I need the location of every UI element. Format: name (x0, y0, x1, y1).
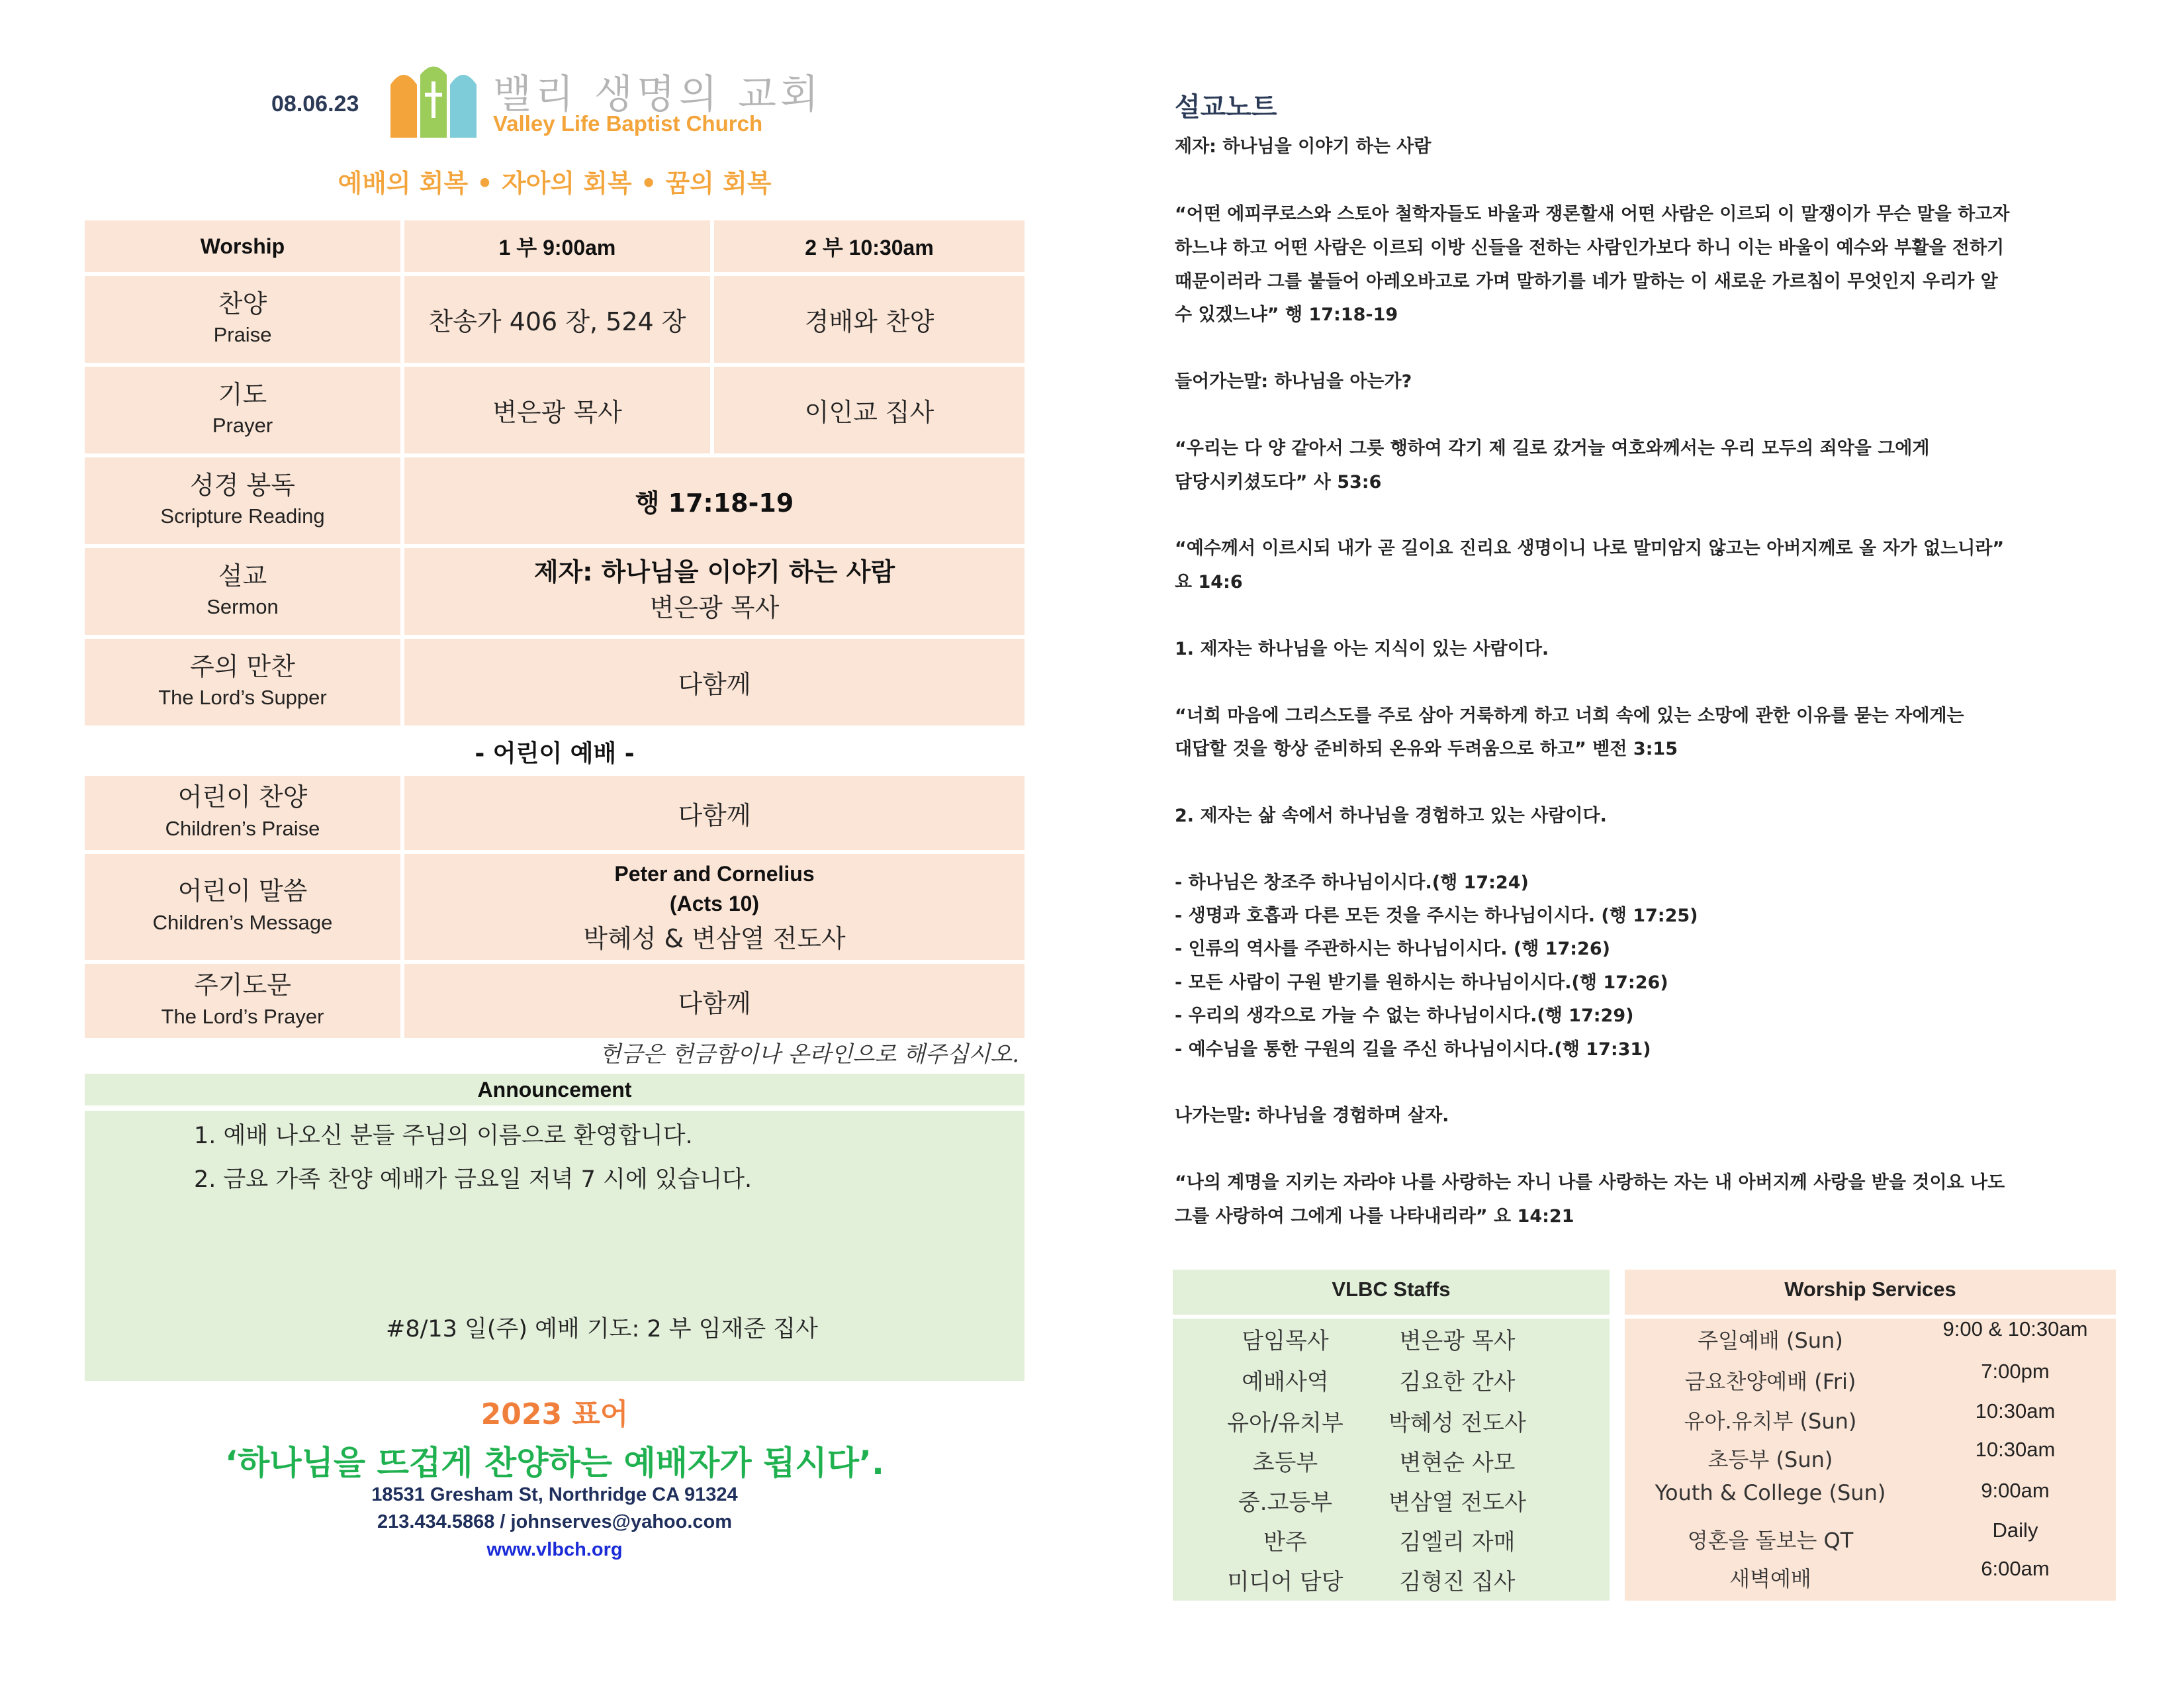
row-label-prayer (85, 367, 400, 453)
col-header-label: 1 부 9:00am (498, 236, 616, 259)
staff-name: 박혜성 전도사 (1388, 1410, 1526, 1436)
row-label-kr: 성경 봉독 (190, 470, 295, 500)
note-line: 대답할 것을 항상 준비하되 온유와 두려움으로 하고” 벧전 3:15 (1175, 739, 1678, 759)
col-header-label: 2 부 10:30am (805, 236, 934, 259)
note-line: 담당시키셨도다” 사 53:6 (1175, 472, 1382, 492)
cell-value: 다함께 (678, 800, 751, 830)
note-intro: 들어가는말: 하나님을 아는가? (1175, 371, 1412, 392)
note-line: 때문이러라 그를 붙들어 아레오바고로 가며 말하기를 네가 말하는 이 새로운 가르침이 무엇인지 우리가 알 (1175, 271, 1998, 292)
message-title-line1: Peter and Cornelius (614, 861, 815, 886)
sermon-cell (404, 548, 1024, 635)
staff-name: 변삼열 전도사 (1388, 1489, 1526, 1516)
church-logo-icon (390, 65, 477, 138)
note-bullet: - 예수님을 통한 구원의 길을 주신 하나님이시다.(행 17:31) (1175, 1039, 1651, 1060)
praise-second-service (714, 276, 1024, 363)
announcement-item: 2. 금요 가족 찬양 예배가 금요일 저녁 7 시에 있습니다. (194, 1166, 752, 1193)
cell-value: 찬송가 406 장, 524 장 (428, 307, 686, 336)
service-name: 주일예배 (Sun) (1698, 1328, 1843, 1353)
cell-value: 변은광 목사 (492, 398, 622, 427)
row-label-kr: 주기도문 (194, 970, 291, 1000)
col-header-first-service (404, 220, 710, 272)
service-name: Youth & College (Sun) (1655, 1480, 1886, 1505)
staff-role: 초등부 (1252, 1450, 1318, 1476)
supper-cell (404, 639, 1024, 726)
note-line: “나의 계명을 지키는 자라야 나를 사랑하는 자니 나를 사랑하는 자는 내 아버지께 사랑을 받을 것이요 나도 (1175, 1172, 2005, 1193)
row-label-kr: 어린이 찬양 (177, 782, 308, 812)
sermon-title: 제자: 하나님을 이야기 하는 사람 (533, 557, 895, 587)
note-point: 1. 제자는 하나님을 아는 지식이 있는 사람이다. (1175, 639, 1549, 659)
row-label-en: The Lord’s Prayer (161, 1004, 324, 1028)
box-divider (1173, 1315, 1610, 1319)
services-box-title: Worship Services (1784, 1278, 1956, 1301)
staff-name: 변현순 사모 (1399, 1450, 1516, 1476)
note-line: “예수께서 이르시되 내가 곧 길이요 진리요 생명이니 나로 말미암지 않고는 아버지께로 올 자가 없느니라” (1175, 538, 2005, 559)
note-point: 2. 제자는 삶 속에서 하나님을 경험하고 있는 사람이다. (1175, 806, 1607, 826)
note-line: “너희 마음에 그리스도를 주로 삼아 거룩하게 하고 너희 속에 있는 소망에 관한 이유를 묻는 자에게는 (1175, 706, 1964, 726)
row-label-praise (85, 276, 400, 363)
row-label-en: Scripture Reading (160, 504, 325, 528)
scripture-reading (404, 457, 1024, 544)
row-label-scripture (85, 457, 400, 544)
note-bullet: - 인류의 역사를 주관하시는 하나님이시다. (행 17:26) (1175, 939, 1610, 959)
praise-first-service (404, 276, 710, 363)
staff-name: 김요한 간사 (1399, 1369, 1516, 1395)
staff-name: 변은광 목사 (1399, 1328, 1516, 1354)
staff-box-title: VLBC Staffs (1332, 1278, 1451, 1301)
note-bullet: - 생명과 호흡과 다른 모든 것을 주시는 하나님이시다. (행 17:25) (1175, 906, 1698, 926)
worship-services-box (1625, 1270, 2116, 1601)
church-address: 18531 Gresham St, Northridge CA 91324 (371, 1484, 738, 1505)
col-header-worship (85, 220, 400, 272)
row-label-en: Praise (213, 323, 272, 346)
row-label-sermon (85, 548, 400, 635)
row-label-children-praise (85, 776, 400, 850)
cell-value: 행 17:18-19 (635, 489, 794, 518)
staff-role: 반주 (1263, 1529, 1307, 1556)
service-name: 초등부 (Sun) (1707, 1447, 1833, 1472)
note-line: 하느냐 하고 어떤 사람은 이르되 이방 신들을 전하는 사람인가보다 하니 이는 바울이 예수와 부활을 전하기 (1175, 238, 2005, 258)
staff-name: 김엘리 자매 (1399, 1529, 1516, 1556)
service-time: 9:00am (1981, 1479, 2050, 1502)
staff-name: 김형진 집사 (1399, 1569, 1516, 1595)
note-bullet: - 하나님은 창조주 하나님이시다.(행 17:24) (1175, 872, 1529, 893)
row-label-en: Children’s Message (152, 910, 333, 934)
service-name: 금요찬양예배 (Fri) (1684, 1369, 1856, 1394)
bulletin-date: 08.06.23 (271, 91, 359, 117)
message-title-line2: (Acts 10) (669, 891, 760, 915)
announcement-body (85, 1111, 1024, 1381)
service-time: 10:30am (1975, 1399, 2056, 1423)
offering-note: 헌금은 헌금함이나 온라인으로 해주십시오. (599, 1041, 1019, 1068)
year-theme-title: 2023 표어 (480, 1397, 629, 1431)
staff-role: 담임목사 (1242, 1328, 1329, 1354)
col-header-label: Worship (200, 234, 285, 258)
year-slogan: ‘하나님을 뜨겁게 찬양하는 예배자가 됩시다’. (224, 1444, 884, 1482)
row-label-kr: 어린이 말씀 (177, 876, 308, 906)
staff-role: 예배사역 (1242, 1369, 1329, 1395)
service-time: 6:00am (1981, 1557, 2050, 1580)
service-name: 새벽예배 (1729, 1566, 1811, 1591)
service-time: 7:00pm (1981, 1360, 2050, 1383)
row-label-en: Children’s Praise (165, 816, 320, 840)
note-line: 수 있겠느냐” 행 17:18-19 (1175, 305, 1398, 325)
church-website-link[interactable]: www.vlbch.org (486, 1539, 623, 1560)
announcement-header (85, 1074, 1024, 1105)
col-header-second-service (714, 220, 1024, 272)
sermon-preacher: 변은광 목사 (649, 592, 780, 622)
row-label-en: Prayer (212, 414, 273, 437)
sermon-subject: 제자: 하나님을 이야기 하는 사람 (1175, 136, 1432, 157)
cell-value: 경배와 찬양 (804, 307, 934, 336)
service-time: 10:30am (1975, 1438, 2056, 1461)
cell-value: 이인교 집사 (804, 398, 934, 427)
staff-box (1173, 1270, 1610, 1601)
prayer-first-service (404, 367, 710, 453)
service-time: Daily (1992, 1519, 2038, 1542)
motto: 예배의 회복 • 자아의 회복 • 꿈의 회복 (338, 169, 772, 198)
row-label-kr: 설교 (218, 561, 267, 590)
note-line: “어떤 에피쿠로스와 스토아 철학자들도 바울과 쟁론할새 어떤 사람은 이르되 이 말쟁이가 무슨 말을 하고자 (1175, 204, 2010, 224)
lords-prayer-cell (404, 964, 1024, 1038)
announcement-title: Announcement (477, 1077, 632, 1102)
staff-role: 유아/유치부 (1227, 1410, 1343, 1436)
cell-value: 다함께 (678, 670, 751, 699)
church-name-english: Valley Life Baptist Church (493, 111, 763, 136)
row-label-lords-prayer (85, 964, 400, 1038)
row-label-kr: 찬양 (218, 289, 267, 318)
prayer-second-service (714, 367, 1024, 453)
service-name: 영혼을 돌보는 QT (1687, 1528, 1854, 1553)
staff-role: 미디어 담당 (1227, 1569, 1343, 1595)
church-contact: 213.434.5868 / johnserves@yahoo.com (377, 1511, 733, 1532)
church-name-korean: 밸리 생명의 교회 (493, 71, 823, 118)
note-bullet: - 모든 사람이 구원 받기를 원하시는 하나님이시다.(행 17:26) (1175, 972, 1668, 993)
note-bullet: - 우리의 생각으로 가늘 수 없는 하나님이시다.(행 17:29) (1175, 1006, 1634, 1026)
announcement-note: #8/13 일(주) 예배 기도: 2 부 임재준 집사 (386, 1316, 818, 1342)
children-worship-title: - 어린이 예배 - (475, 740, 635, 767)
note-line: “우리는 다 양 같아서 그릇 행하여 각기 제 길로 갔거늘 여호와께서는 우리 모두의 죄악을 그에게 (1175, 438, 1930, 459)
row-label-kr: 기도 (218, 379, 267, 409)
service-name: 유아.유치부 (Sun) (1684, 1409, 1857, 1434)
children-praise-cell (404, 776, 1024, 850)
row-label-supper (85, 639, 400, 726)
note-line: 요 14:6 (1175, 572, 1243, 592)
note-closing: 나가는말: 하나님을 경험하며 살자. (1175, 1105, 1449, 1126)
message-speakers: 박혜성 & 변삼열 전도사 (583, 924, 846, 954)
cell-value: 다함께 (678, 988, 751, 1018)
service-time: 9:00 & 10:30am (1942, 1317, 2088, 1340)
staff-role: 중.고등부 (1238, 1489, 1333, 1516)
row-label-en: Sermon (206, 595, 279, 618)
sermon-notes-title: 설교노트 (1175, 92, 1277, 122)
row-label-kr: 주의 만찬 (190, 651, 295, 681)
row-label-en: The Lord’s Supper (158, 686, 327, 709)
row-label-children-message (85, 854, 400, 960)
children-message-cell (404, 854, 1024, 960)
announcement-item: 1. 예배 나오신 분들 주님의 이름으로 환영합니다. (194, 1123, 693, 1149)
note-line: 그를 사랑하여 그에게 나를 나타내리라” 요 14:21 (1175, 1206, 1574, 1227)
